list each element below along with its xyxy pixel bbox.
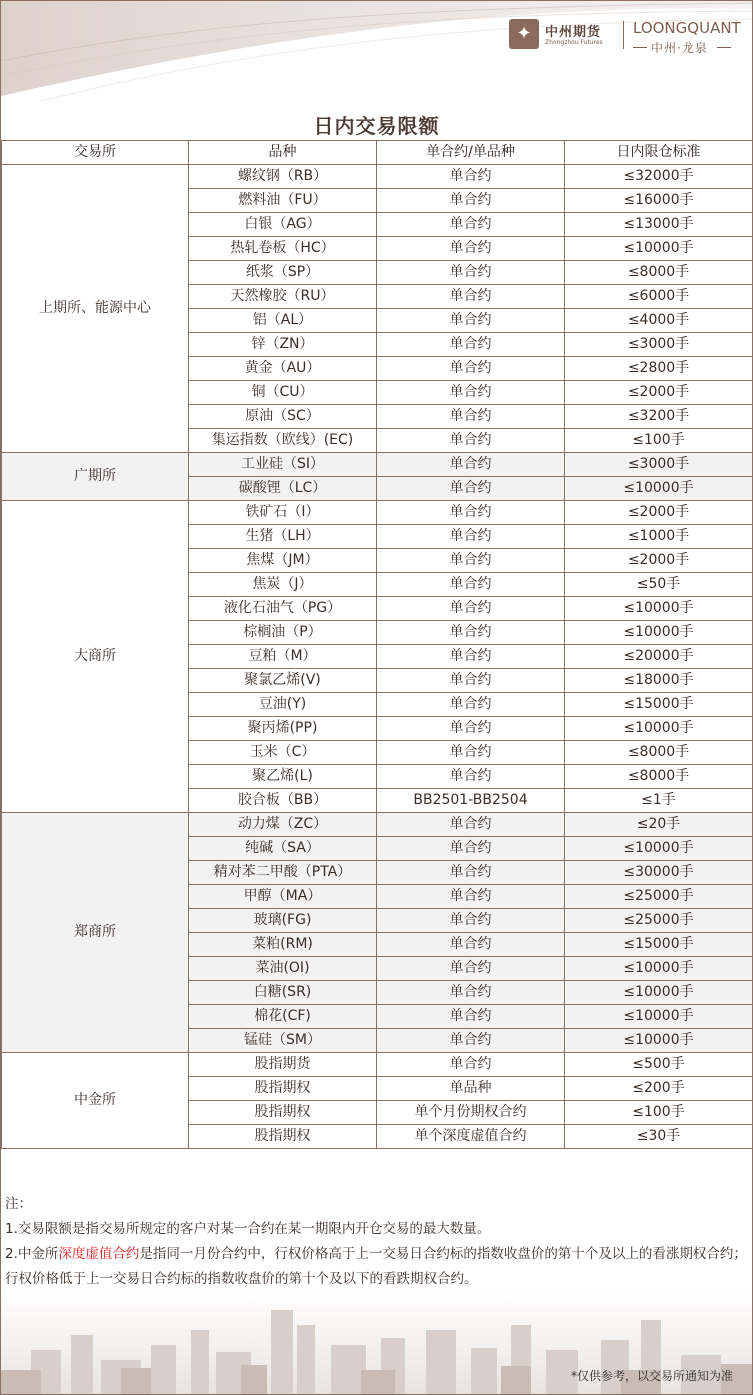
table-row (2, 813, 753, 837)
limit-cell: ≤2000手 (565, 381, 753, 405)
limit-cell: ≤500手 (565, 1053, 753, 1077)
product-cell: 玉米（C） (189, 741, 377, 765)
loongquant-line-left (633, 47, 647, 48)
zhongzhou-logo-mark-icon: ✦ (509, 19, 539, 49)
limit-cell: ≤10000手 (565, 1029, 753, 1053)
product-cell: 焦煤（JM） (189, 549, 377, 573)
product-cell: 集运指数（欧线）(EC) (189, 429, 377, 453)
product-cell: 棉花(CF) (189, 1005, 377, 1029)
scope-cell: 单合约 (377, 189, 565, 213)
scope-cell: 单合约 (377, 645, 565, 669)
scope-cell: 单合约 (377, 717, 565, 741)
scope-cell: 单合约 (377, 741, 565, 765)
limit-cell: ≤10000手 (565, 717, 753, 741)
product-cell: 燃料油（FU） (189, 189, 377, 213)
product-cell: 碳酸锂（LC） (189, 477, 377, 501)
page-title: 日内交易限额 (313, 114, 440, 138)
limit-cell: ≤20手 (565, 813, 753, 837)
product-cell: 玻璃(FG) (189, 909, 377, 933)
footnote-disclaimer: *仅供参考，以交易所通知为准 (570, 1369, 733, 1383)
product-cell: 聚丙烯(PP) (189, 717, 377, 741)
product-cell: 白糖(SR) (189, 981, 377, 1005)
table-header-row (2, 141, 753, 165)
limit-cell: ≤1手 (565, 789, 753, 813)
product-cell: 股指期权 (189, 1101, 377, 1125)
scope-cell: 单合约 (377, 957, 565, 981)
limit-cell: ≤200手 (565, 1077, 753, 1101)
limit-cell: ≤100手 (565, 1101, 753, 1125)
column-header-scope: 单合约/单品种 (377, 141, 565, 165)
limit-cell: ≤32000手 (565, 165, 753, 189)
exchange-cell: 广期所 (2, 453, 189, 501)
loongquant-logo-en: LOONGQUANT (633, 19, 741, 37)
limits-table (1, 140, 753, 1149)
note-2 (5, 1242, 747, 1292)
limit-cell: ≤10000手 (565, 237, 753, 261)
zhongzhou-logo (509, 17, 619, 53)
limit-cell: ≤8000手 (565, 765, 753, 789)
product-cell: 纯碱（SA） (189, 837, 377, 861)
product-cell: 天然橡胶（RU） (189, 285, 377, 309)
scope-cell: 单合约 (377, 165, 565, 189)
scope-cell: 单合约 (377, 621, 565, 645)
limit-cell: ≤3200手 (565, 405, 753, 429)
note-2-highlight: 深度虚值合约 (58, 1246, 140, 1262)
limit-cell: ≤30000手 (565, 861, 753, 885)
scope-cell: 单合约 (377, 381, 565, 405)
scope-cell: 单合约 (377, 1005, 565, 1029)
scope-cell: 单合约 (377, 261, 565, 285)
scope-cell: 单个月份期权合约 (377, 1101, 565, 1125)
note-1: 1.交易限额是指交易所规定的客户对某一合约在某一期限内开仓交易的最大数量。 (5, 1221, 491, 1237)
scope-cell: 单合约 (377, 285, 565, 309)
limit-cell: ≤10000手 (565, 621, 753, 645)
scope-cell: 单合约 (377, 549, 565, 573)
header-banner (1, 1, 752, 106)
product-cell: 白银（AG） (189, 213, 377, 237)
limit-cell: ≤16000手 (565, 189, 753, 213)
limit-cell: ≤8000手 (565, 261, 753, 285)
product-cell: 原油（SC） (189, 405, 377, 429)
loongquant-line-right (717, 47, 731, 48)
product-cell: 聚氯乙烯(V) (189, 669, 377, 693)
product-cell: 股指期权 (189, 1077, 377, 1101)
scope-cell: 单合约 (377, 1053, 565, 1077)
limit-cell: ≤6000手 (565, 285, 753, 309)
scope-cell: 单合约 (377, 813, 565, 837)
scope-cell: 单品种 (377, 1077, 565, 1101)
limit-cell: ≤18000手 (565, 669, 753, 693)
table-body (2, 165, 753, 1149)
limit-cell: ≤15000手 (565, 693, 753, 717)
product-cell: 豆粕（M） (189, 645, 377, 669)
scope-cell: 单合约 (377, 693, 565, 717)
limit-cell: ≤100手 (565, 429, 753, 453)
product-cell: 精对苯二甲酸（PTA） (189, 861, 377, 885)
limit-cell: ≤3000手 (565, 333, 753, 357)
limit-cell: ≤10000手 (565, 957, 753, 981)
scope-cell: 单合约 (377, 861, 565, 885)
product-cell: 铝（AL） (189, 309, 377, 333)
column-header-product: 品种 (189, 141, 377, 165)
product-cell: 豆油(Y) (189, 693, 377, 717)
product-cell: 棕榈油（P） (189, 621, 377, 645)
limit-cell: ≤2000手 (565, 549, 753, 573)
scope-cell: 单合约 (377, 885, 565, 909)
product-cell: 股指期权 (189, 1125, 377, 1149)
zhongzhou-logo-cn: 中州期货 (545, 25, 602, 40)
scope-cell: 单合约 (377, 573, 565, 597)
product-cell: 螺纹钢（RB） (189, 165, 377, 189)
limit-cell: ≤15000手 (565, 933, 753, 957)
note-2-suffix: 是指同一月份合约中，行权价格高于上一交易日合约标的指数收盘价的第十个及以上的看涨期权合约；行权价格低于上一交易日合约标的指数收盘价的第十个及以下的看跌期权合约。 (5, 1246, 747, 1287)
limit-cell: ≤8000手 (565, 741, 753, 765)
product-cell: 铜（CU） (189, 381, 377, 405)
product-cell: 工业硅（SI） (189, 453, 377, 477)
scope-cell: 单合约 (377, 333, 565, 357)
limit-cell: ≤2800手 (565, 357, 753, 381)
product-cell: 生猪（LH） (189, 525, 377, 549)
column-header-exchange: 交易所 (2, 141, 189, 165)
product-cell: 甲醇（MA） (189, 885, 377, 909)
product-cell: 聚乙烯(L) (189, 765, 377, 789)
scope-cell: 单个深度虚值合约 (377, 1125, 565, 1149)
exchange-cell: 大商所 (2, 501, 189, 813)
scope-cell: 单合约 (377, 837, 565, 861)
note-2-prefix: 2.中金所 (5, 1246, 59, 1262)
limit-cell: ≤50手 (565, 573, 753, 597)
scope-cell: 单合约 (377, 981, 565, 1005)
scope-cell: 单合约 (377, 429, 565, 453)
zhongzhou-logo-en: Zhongzhou Futures (545, 39, 603, 46)
limit-cell: ≤2000手 (565, 501, 753, 525)
limit-cell: ≤4000手 (565, 309, 753, 333)
scope-cell: 单合约 (377, 405, 565, 429)
limit-cell: ≤10000手 (565, 477, 753, 501)
exchange-cell: 上期所、能源中心 (2, 165, 189, 453)
limit-cell: ≤10000手 (565, 981, 753, 1005)
limit-cell: ≤30手 (565, 1125, 753, 1149)
product-cell: 液化石油气（PG） (189, 597, 377, 621)
product-cell: 锰硅（SM） (189, 1029, 377, 1053)
product-cell: 菜油(OI) (189, 957, 377, 981)
product-cell: 锌（ZN） (189, 333, 377, 357)
table-row (2, 1053, 753, 1077)
loongquant-logo (633, 17, 743, 53)
limit-cell: ≤25000手 (565, 909, 753, 933)
scope-cell: 单合约 (377, 477, 565, 501)
scope-cell: BB2501-BB2504 (377, 789, 565, 813)
limit-cell: ≤20000手 (565, 645, 753, 669)
limit-cell: ≤3000手 (565, 453, 753, 477)
column-header-limit: 日内限仓标准 (565, 141, 753, 165)
exchange-cell: 中金所 (2, 1053, 189, 1149)
table-row (2, 165, 753, 189)
scope-cell: 单合约 (377, 669, 565, 693)
product-cell: 铁矿石（I） (189, 501, 377, 525)
scope-cell: 单合约 (377, 909, 565, 933)
logo-separator (623, 21, 624, 49)
table-row (2, 453, 753, 477)
product-cell: 黄金（AU） (189, 357, 377, 381)
scope-cell: 单合约 (377, 765, 565, 789)
product-cell: 菜粕(RM) (189, 933, 377, 957)
scope-cell: 单合约 (377, 309, 565, 333)
exchange-cell: 郑商所 (2, 813, 189, 1053)
limit-cell: ≤10000手 (565, 837, 753, 861)
limit-cell: ≤25000手 (565, 885, 753, 909)
product-cell: 焦炭（J） (189, 573, 377, 597)
product-cell: 股指期货 (189, 1053, 377, 1077)
notes-section (5, 1192, 747, 1292)
scope-cell: 单合约 (377, 525, 565, 549)
scope-cell: 单合约 (377, 357, 565, 381)
scope-cell: 单合约 (377, 213, 565, 237)
product-cell: 胶合板（BB） (189, 789, 377, 813)
limit-cell: ≤10000手 (565, 1005, 753, 1029)
scope-cell: 单合约 (377, 237, 565, 261)
scope-cell: 单合约 (377, 597, 565, 621)
limit-cell: ≤1000手 (565, 525, 753, 549)
product-cell: 热轧卷板（HC） (189, 237, 377, 261)
limit-cell: ≤10000手 (565, 597, 753, 621)
product-cell: 动力煤（ZC） (189, 813, 377, 837)
notes-heading: 注： (5, 1196, 32, 1212)
product-cell: 纸浆（SP） (189, 261, 377, 285)
limit-cell: ≤13000手 (565, 213, 753, 237)
scope-cell: 单合约 (377, 933, 565, 957)
table-row (2, 501, 753, 525)
scope-cell: 单合约 (377, 1029, 565, 1053)
scope-cell: 单合约 (377, 453, 565, 477)
scope-cell: 单合约 (377, 501, 565, 525)
loongquant-logo-cn: 中州·龙泉 (651, 41, 708, 55)
